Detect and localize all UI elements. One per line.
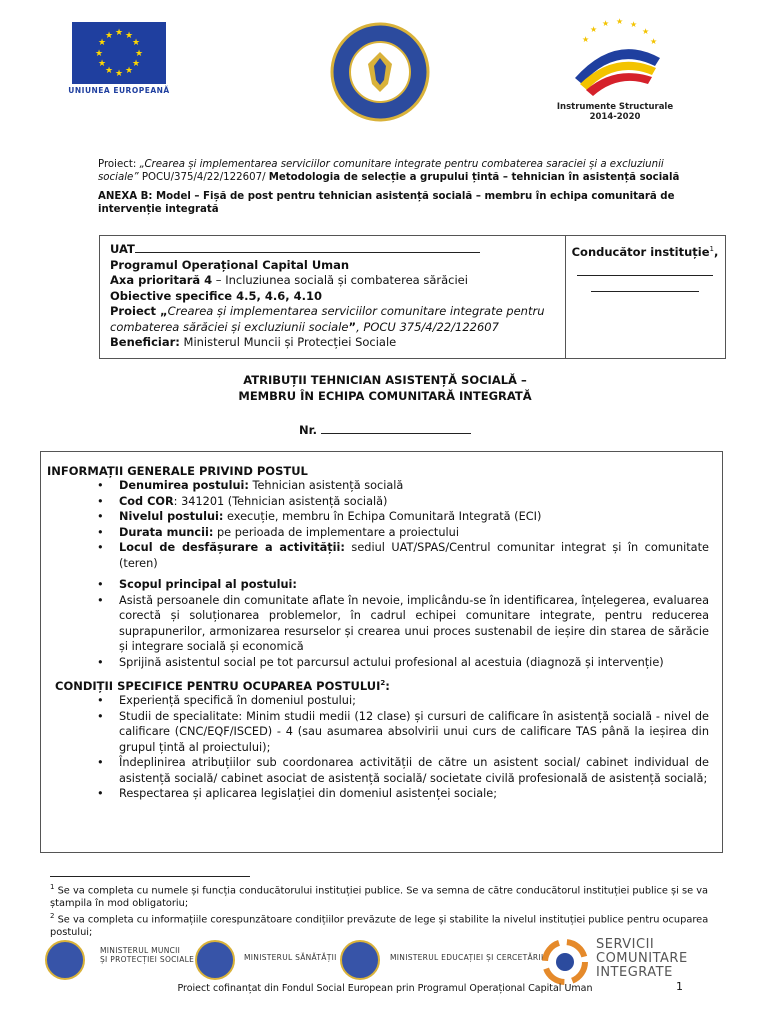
svg-text:★: ★: [114, 69, 124, 79]
proiect-quote: ”: [348, 319, 357, 334]
axa-line: [110, 273, 560, 289]
info-item: [47, 525, 717, 541]
info-item-value: sediul UAT/SPAS/Centrul comunitar integrat și în comunitate (teren): [119, 541, 709, 570]
servicii-integrate-text: [596, 938, 688, 980]
gov-seal-footer-icon-3: [340, 940, 380, 980]
svg-text:★: ★: [97, 59, 107, 69]
scope-title-item: [47, 577, 717, 593]
conditions-colon: :: [385, 679, 390, 693]
svg-text:★: ★: [104, 31, 114, 41]
min-sanatatii-logo: MINISTERUL SĂNĂTĂȚII: [244, 953, 337, 962]
info-item-label: Denumirea postului:: [119, 479, 249, 492]
condition-item: • Experiență specifică în domeniul postului;: [47, 693, 717, 709]
footnote-number: 1: [50, 883, 55, 891]
info-item-value: Tehnician asistență socială: [248, 479, 404, 492]
info-item-label: Durata muncii:: [119, 525, 214, 539]
annex-title: ANEXA B: Model – Fișă de post pentru tehnician asistență socială – membru în echipa comunitară de intervenție integrată: [98, 191, 675, 215]
project-title: „Crearea și implementarea serviciilor comunitare integrate pentru combaterea saraciei și a excluziunii sociale”: [98, 159, 664, 183]
gov-seal-footer-icon: [45, 940, 85, 980]
info-item-label: Nivelul postului:: [119, 510, 224, 523]
table-divider: [565, 236, 566, 358]
is-caption-line1: Instrumente Structurale: [556, 102, 674, 112]
svg-text:★: ★: [97, 38, 107, 48]
scope-title: Scopul principal al postului:: [119, 578, 297, 591]
info-item-value: execuție, membru în Echipa Comunitară Integrată (ECI): [223, 510, 542, 523]
methodology-title: Metodologia de selecție a grupului țintă – tehnician în asistență socială: [268, 172, 680, 183]
axa-label: Axa prioritară 4: [110, 273, 213, 287]
svg-text:★: ★: [131, 38, 141, 48]
min-educatiei-logo: MINISTERUL EDUCAȚIEI ȘI CERCETĂRII: [390, 953, 544, 962]
info-item-value: pe perioada de implementare a proiectului: [213, 525, 459, 539]
svg-text:★: ★: [134, 49, 144, 59]
info-item-label: Locul de desfășurare a activității:: [119, 541, 345, 554]
svg-text:★: ★: [630, 20, 638, 29]
proiect-label: Proiect „: [110, 304, 168, 318]
servicii-line1: SERVICII: [596, 937, 655, 952]
info-item: [47, 540, 717, 571]
project-info-cell: [110, 242, 560, 351]
gov-seal-footer-icon-2: [195, 940, 235, 980]
program-line: [110, 258, 560, 274]
svg-text:★: ★: [124, 31, 134, 41]
info-item: [47, 478, 717, 494]
header-table: [99, 235, 726, 359]
conditions-list: [47, 693, 717, 802]
objectives-line: [110, 289, 560, 305]
svg-text:★: ★: [650, 37, 658, 46]
footnotes: [50, 881, 722, 940]
condition-item: • Îndeplinirea atribuțiilor sub coordonarea activității de către un asistent social/ cabinet individual de asistență socială/ cabinet asociat de asistență socială/ societate civilă profesională de asistență socială;: [47, 755, 717, 786]
conditions-section-title: [47, 679, 717, 693]
objectives-label: Obiective specifice 4.5, 4.6, 4.10: [110, 288, 322, 303]
min-muncii-logo: [100, 946, 194, 964]
info-item-value: : 341201 (Tehnician asistență socială): [173, 494, 388, 508]
svg-text:★: ★: [582, 35, 590, 44]
footnote: [50, 881, 722, 910]
proiect-title: Crearea și implementarea serviciilor comunitare integrate pentru combaterea sărăciei și excluziunii sociale: [110, 304, 545, 334]
uat-line: [110, 242, 560, 258]
beneficiar-text: Ministerul Muncii și Protecției Sociale: [179, 335, 397, 349]
svg-text:★: ★: [104, 66, 114, 76]
conducator-comma: ,: [714, 244, 719, 259]
title-line1: ATRIBUȚII TEHNICIAN ASISTENȚĂ SOCIALĂ –: [243, 373, 527, 387]
scope-item: • Sprijină asistentul social pe tot parcursul actului profesional al acestuia (diagnoză și intervenție): [47, 655, 717, 671]
min-muncii-line2: ȘI PROTECȚIEI SOCIALE: [100, 955, 195, 964]
project-header: [98, 158, 703, 184]
nr-label: Nr.: [298, 423, 322, 437]
number-line: [200, 423, 570, 437]
is-caption-line2: 2014-2020: [589, 112, 641, 122]
servicii-line2: COMUNITARE: [596, 951, 688, 966]
scope-list: [47, 577, 717, 593]
uat-label: UAT: [110, 242, 135, 256]
beneficiar-label: Beneficiar:: [110, 335, 180, 349]
min-muncii-line1: MINISTERUL MUNCII: [100, 946, 181, 955]
project-code: POCU/375/4/22/122607/: [138, 172, 269, 183]
eu-caption: UNIUNEA EUROPEANĂ: [68, 86, 170, 95]
beneficiar-line: [110, 335, 560, 351]
svg-text:★: ★: [590, 25, 598, 34]
svg-text:★: ★: [616, 18, 624, 26]
eu-stars-icon: [72, 22, 166, 84]
nr-fill-line[interactable]: [321, 423, 471, 434]
conducator-line: [570, 242, 720, 260]
conducator-label: Conducător instituție: [571, 244, 710, 259]
condition-item: • Respectarea și aplicarea legislației din domeniul asistenței sociale;: [47, 786, 717, 802]
svg-text:★: ★: [114, 28, 124, 38]
footnote-ref-2: 2: [380, 679, 386, 688]
scope-items: [47, 593, 717, 671]
instrumente-structurale-caption: [540, 102, 690, 122]
footnote-text: Se va completa cu informațiile corespunzătoare condițiilor prevăzute de lege și stabilite la nivelul instituției publice pentru ocuparea postului;: [50, 914, 709, 939]
info-item: [47, 509, 717, 525]
footnote: [50, 910, 722, 939]
axa-text: – Incluziunea socială și combaterea sărăciei: [212, 273, 468, 287]
job-description-box: [40, 451, 723, 853]
conducator-cell: [570, 242, 720, 292]
scope-item: • Asistă persoanele din comunitate aflate în nevoie, implicându-se în identificarea, înțelegerea, evaluarea corectă și soluționarea problemelor, în cadrul echipei comunitare integrate, pentru reducerea suprapunerilor, armonizarea resurselor și crearea unui proces sustenabil de ieșire din starea de sărăcie și integrare socială și economică: [47, 593, 717, 655]
government-seal-logo: [330, 22, 430, 122]
info-item-label: Cod COR: [119, 494, 174, 508]
title-line2: MEMBRU ÎN ECHIPA COMUNITARĂ INTEGRATĂ: [238, 389, 532, 403]
proiect-code: , POCU 375/4/22/122607: [356, 319, 499, 334]
footer-note: Proiect cofinanțat din Fondul Social European prin Programul Operațional Capital Uman: [177, 983, 593, 994]
servicii-line3: INTEGRATE: [596, 965, 673, 980]
footnote-rule: [50, 876, 250, 877]
svg-text:★: ★: [642, 27, 650, 36]
uat-fill-line[interactable]: [135, 242, 480, 253]
document-title: [150, 372, 620, 404]
info-section-title: INFORMAȚII GENERALE PRIVIND POSTUL: [47, 464, 308, 478]
info-item: [47, 494, 717, 510]
footnote-number: 2: [50, 912, 55, 921]
signature-line-2[interactable]: [591, 290, 699, 292]
svg-text:★: ★: [602, 19, 610, 28]
svg-text:★: ★: [131, 59, 141, 69]
page-number: 1: [676, 980, 683, 993]
conditions-title: CONDIȚII SPECIFICE PENTRU OCUPAREA POSTULUI: [55, 679, 381, 693]
project-prefix: Proiect:: [98, 159, 140, 170]
info-list: [47, 478, 717, 571]
footnote-text: Se va completa cu numele și funcția conducătorului instituției publice. Se va semna de către conducătorul instituției publice și se va ștampila în mod obligatoriu;: [50, 885, 709, 909]
svg-text:★: ★: [124, 66, 134, 76]
program-label: Programul Operațional Capital Uman: [110, 257, 350, 272]
instrumente-structurale-logo: [560, 18, 670, 98]
footnote-ref-1: 1: [709, 245, 715, 253]
condition-item: • Studii de specialitate: Minim studii medii (12 clase) și cursuri de calificare în asistență socială - nivel de calificare (CNC/EQF/ISCED) - 4 (sau asumarea absolvirii unui curs de calificare TAS până la ieșirea din grupul țintă al proiectului);: [47, 709, 717, 756]
svg-text:★: ★: [94, 49, 104, 59]
eu-flag-logo: [72, 22, 166, 84]
proiect-line: [110, 304, 560, 335]
